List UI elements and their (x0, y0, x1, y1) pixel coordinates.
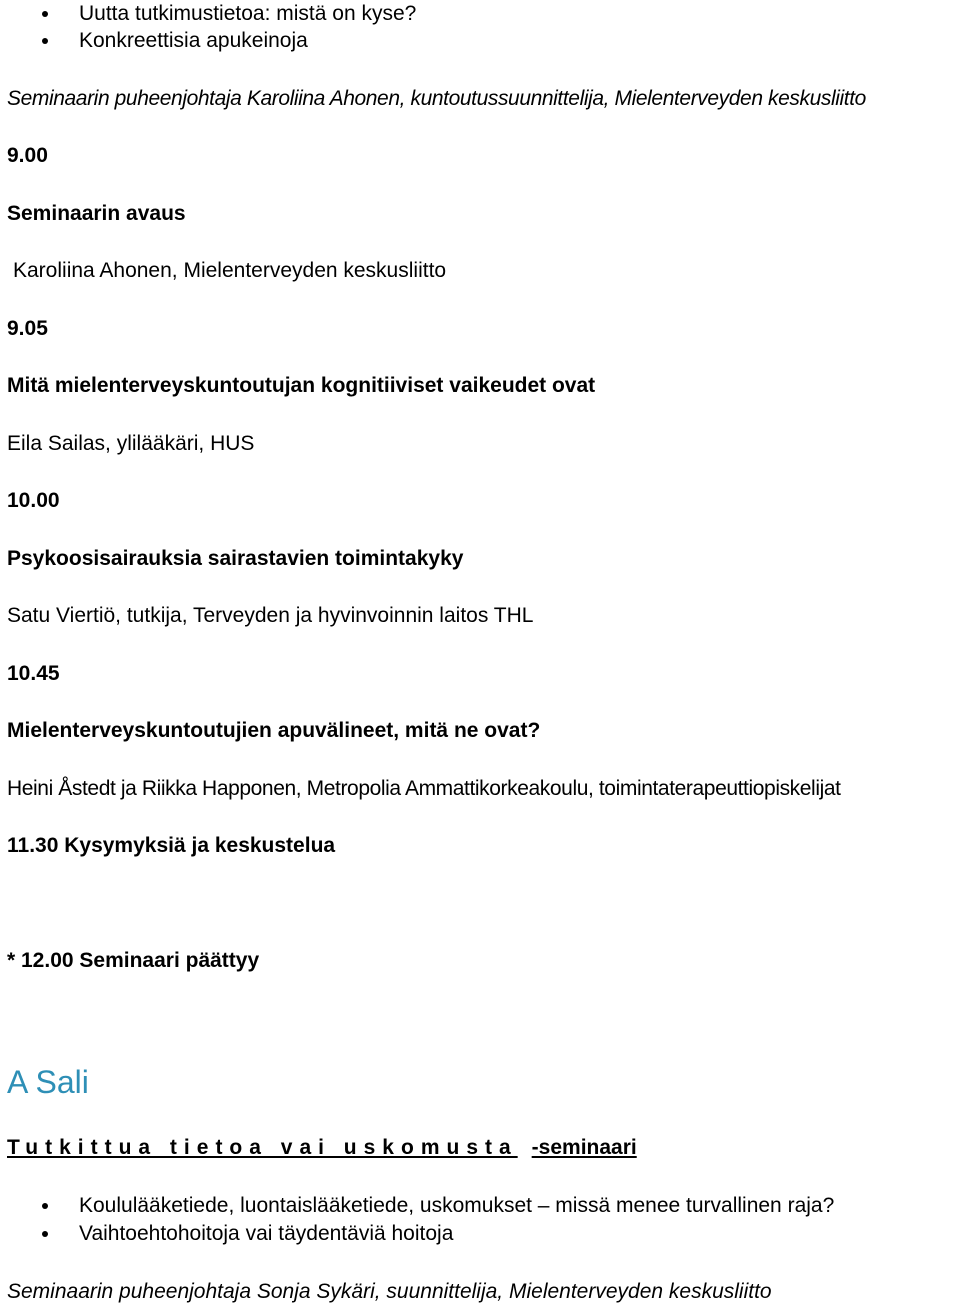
seminar-title-suffix: -seminaari (531, 1136, 637, 1159)
program-speaker: Heini Åstedt ja Riikka Happonen, Metropolia Ammattikorkeakoulu, toimintaterapeuttiopiskelijat (7, 777, 841, 800)
seminar-title (7, 1135, 637, 1161)
program-title: Mielenterveyskuntoutujien apuvälineet, mitä ne ovat? (7, 719, 541, 742)
bullet-icon (42, 11, 48, 17)
program-time: 10.00 (7, 489, 60, 512)
program-title: Mitä mielenterveyskuntoutujan kognitiiviset vaikeudet ovat (7, 374, 596, 397)
bullet-text: Koululääketiede, luontaislääketiede, uskomukset – missä menee turvallinen raja? (79, 1194, 835, 1217)
end-line: * 12.00 Seminaari päättyy (7, 949, 260, 972)
seminar-title-spaced: Tutkittua tietoa vai uskomusta (7, 1136, 518, 1159)
program-time: 10.45 (7, 662, 60, 685)
bullet-text: Konkreettisia apukeinoja (79, 29, 308, 52)
section-heading: A Sali (7, 1064, 89, 1100)
bullet-text: Vaihtoehtohoitoja vai täydentäviä hoitoja (79, 1222, 454, 1245)
bullet-icon (42, 1203, 48, 1209)
bullet-icon (42, 1231, 48, 1237)
program-speaker: Karoliina Ahonen, Mielenterveyden keskusliitto (13, 259, 447, 282)
program-time: 9.00 (7, 144, 48, 167)
program-time: 9.05 (7, 317, 48, 340)
bullet-text: Uutta tutkimustietoa: mistä on kyse? (79, 2, 417, 25)
chairperson-line: Seminaarin puheenjohtaja Sonja Sykäri, suunnittelija, Mielenterveyden keskusliitto (7, 1280, 772, 1303)
program-title: Seminaarin avaus (7, 202, 186, 225)
program-speaker: Eila Sailas, ylilääkäri, HUS (7, 432, 255, 455)
program-title: Psykoosisairauksia sairastavien toimintakyky (7, 547, 464, 570)
bullet-icon (42, 38, 48, 44)
chairperson-line: Seminaarin puheenjohtaja Karoliina Ahonen, kuntoutussuunnittelija, Mielenterveyden keskusliitto (7, 87, 866, 110)
questions-line: 11.30 Kysymyksiä ja keskustelua (7, 834, 336, 857)
program-speaker: Satu Viertiö, tutkija, Terveyden ja hyvinvoinnin laitos THL (7, 604, 534, 627)
